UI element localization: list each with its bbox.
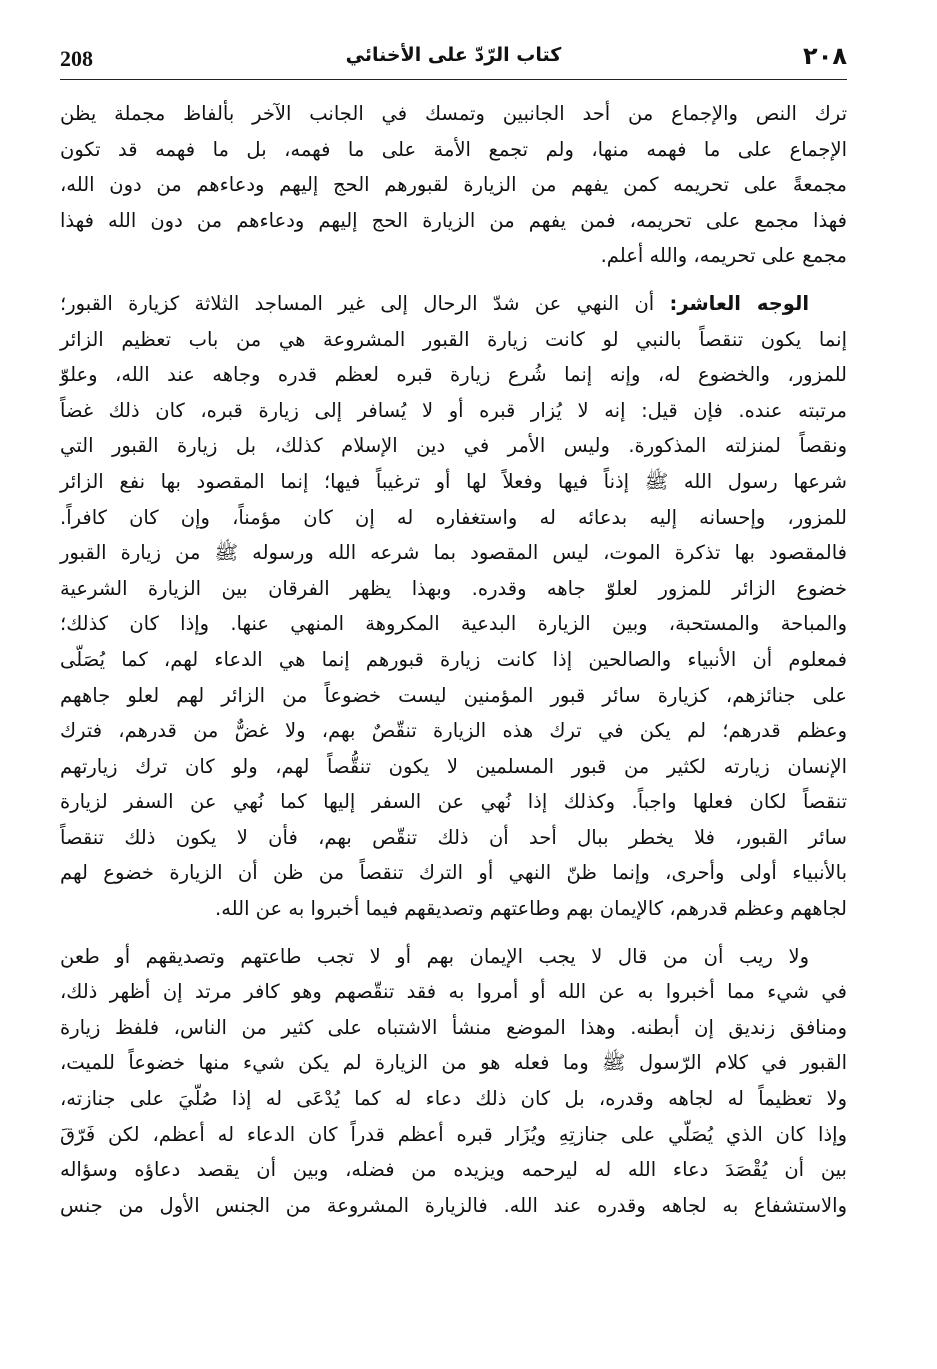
text-line: [60, 286, 847, 322]
page-number-latin: 208: [60, 46, 93, 71]
text-line: فالمقصود بها تذكرة الموت، ليس المقصود بما شرعه الله ورسوله ﷺ من زيارة القبور: [60, 541, 847, 565]
text-line: القبور في كلام الرّسول ﷺ وما فعله هو من الزيارة لم يكن شيء منها خضوعاً للميت،: [60, 1051, 847, 1075]
section-heading: الوجه العاشر:: [669, 291, 810, 315]
paragraph-2: [60, 286, 847, 927]
text-line: فمعلوم أن الأنبياء والصالحين إذا كانت زيارة قبورهم إنما هي الدعاء لهم، كما يُصَلّى: [60, 647, 847, 671]
text-line: ولا ريب أن من قال لا يجب الإيمان بهم أو لا تجب طاعتهم وتصديقهم أو طعن: [60, 944, 809, 968]
text-line: ونقصاً لمنزلته المذكورة. وليس الأمر في دين الإسلام كذلك، بل زيارة القبور التي: [60, 434, 847, 458]
text-line: مجمعةً على تحريمه كمن يفهم من الزيارة لقبورهم الحج إليهم ودعاءهم من دون الله،: [60, 173, 847, 197]
text-line: ترك النص والإجماع من أحد الجانبين وتمسك في الجانب الآخر بألفاظ مجملة يظن: [60, 102, 847, 125]
text-line: وإذا كان الذي يُصَلّي على جنازتِهِ ويُزَار قبره أعظم قدراً كان الدعاء له أعظم، لكن فَرّقَ: [60, 1122, 847, 1146]
text-line: فهذا مجمع على تحريمه، فمن يفهم من الزيارة الحج إليهم ودعاءهم من دون الله فهذا: [60, 208, 847, 232]
text-line: للمزور، والخضوع له، وإنه إنما شُرع زيارة قبره لعظم قدره وجاهه عند الله، وعلوّ: [60, 363, 847, 387]
text-line: والمباحة والمستحبة، وبين الزيارة البدعية المكروهة المنهي عنها. وإذا كان كذلك؛: [60, 612, 847, 636]
text-line: في شيء مما أخبروا به عن الله أو أمروا به فقد تنقّصهم وهو كافر مرتد إن أظهر ذلك،: [60, 980, 847, 1004]
paragraph-gap: [60, 274, 847, 286]
paragraph-1: [60, 96, 847, 274]
text-line: إنما يكون تنقصاً بالنبي لو كانت زيارة القبور المشروعة هي من باب تعظيم الزائر: [60, 327, 847, 351]
page-number-arabic: ٢٠٨: [803, 42, 847, 70]
text-line: الإنسان زيارته لكثير من قبور المسلمين لا يكون تنقُّصاً لهم، ولو كان ترك زيارتهم: [60, 754, 847, 778]
running-title: كتاب الرّدّ على الأخنائي: [345, 44, 562, 66]
text-line: بالأنبياء أولى وأحرى، وإنما ظنّ النهي أو الترك تنقصاً من ظن أن الزيارة خضوع لهم: [60, 861, 847, 885]
text-line: بين أن يُقْصَدَ دعاء الله له ليرحمه ويزيده من فضله، وبين أن يقصد دعاؤه وسؤاله: [60, 1158, 847, 1182]
text-line: ومنافق زنديق إن أبطنه. وهذا الموضع منشأ الاشتباه على كثير من الناس، فلفظ زيارة: [60, 1015, 847, 1039]
text-line: على جنائزهم، كزيارة سائر قبور المؤمنين ليست خضوعاً من الزائر لهم لعلو جاههم: [60, 683, 847, 707]
paragraph-gap: [60, 927, 847, 939]
text-line: شرعها رسول الله ﷺ إذناً فيها وفعلاً لها أو ترغيباً فيها؛ إنما المقصود بها نفع الزائر: [60, 469, 847, 493]
text-line: للمزور، وإحسانه إليه بدعائه له واستغفاره له إن كان مؤمناً، وإن كان كافراً.: [60, 505, 847, 529]
text-line: ولا تعظيماً له لجاهه وقدره، بل كان ذلك دعاء له كما يُدْعَى له إذا صُلّيَ على جنازته،: [60, 1087, 847, 1111]
text-line: الإجماع على ما فهمه منها، ولم تجمع الأمة على ما فهمه، بل ما فهمه قد تكون: [60, 137, 847, 161]
heading-line-text: أن النهي عن شدّ الرحال إلى غير المساجد الثلاثة كزيارة القبور؛: [60, 291, 670, 315]
text-line: والاستشفاع به لجاهه وقدره عند الله. فالزيارة المشروعة من الجنس الأول من جنس: [60, 1193, 847, 1217]
text-line: وعظم قدرهم؛ لم يكن في ترك هذه الزيارة تنقّصٌ بهم، ولا غضٌّ من قدرهم، فترك: [60, 719, 847, 743]
page-body: [60, 96, 847, 1223]
text-line: سائر القبور، فلا يخطر ببال أحد أن ذلك تنقّص بهم، فأن لا يكون ذلك تنقصاً: [60, 825, 847, 849]
text-line: مرتبته عنده. فإن قيل: إنه لا يُزار قبره أو لا يُسافر إلى زيارة قبره، كان ذلك غضاً: [60, 398, 847, 422]
text-line: خضوع الزائر للمزور لعلوّ جاهه وقدره. وبهذا يظهر الفرقان بين الزيارة الشرعية: [60, 576, 847, 600]
text-line: مجمع على تحريمه، والله أعلم.: [600, 244, 847, 268]
header-rule: [60, 79, 847, 80]
page-header: [60, 38, 847, 84]
text-line: تنقصاً لكان فعلها واجباً. وكذلك إذا نُهي عن السفر إليها كما نُهي عن السفر لزيارة: [60, 790, 847, 814]
paragraph-3: [60, 939, 847, 1224]
text-line: لجاههم وعظم قدرهم، كالإيمان بهم وطاعتهم وتصديقهم فيما أخبروا به عن الله.: [215, 897, 847, 921]
